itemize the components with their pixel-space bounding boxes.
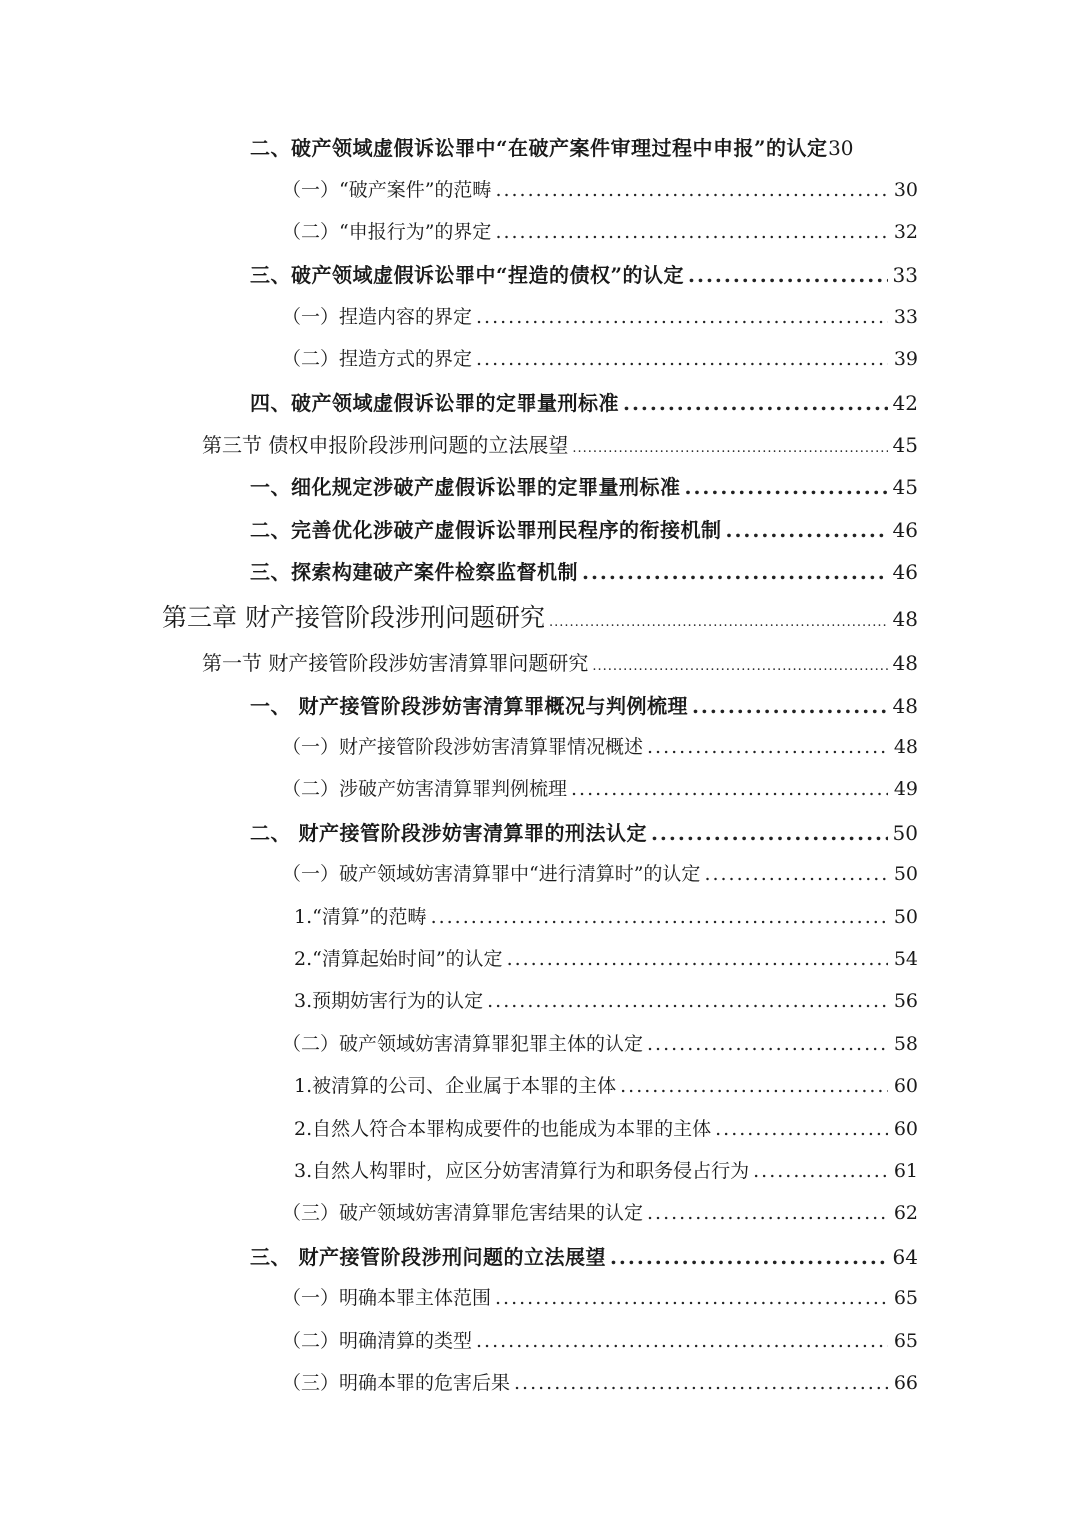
- toc-entry[interactable]: [282, 1283, 918, 1310]
- toc-entry[interactable]: [250, 556, 918, 585]
- toc-dot-leader: [715, 1118, 888, 1140]
- toc-entry[interactable]: [250, 817, 918, 846]
- toc-dot-leader: [571, 778, 888, 800]
- toc-entry-page: 46: [892, 518, 918, 542]
- toc-entry-page: 65: [893, 1330, 918, 1352]
- toc-entry[interactable]: [294, 986, 918, 1013]
- toc-dot-leader: [620, 1075, 888, 1097]
- toc-entry[interactable]: [250, 690, 918, 719]
- toc-entry-page: 56: [893, 990, 918, 1012]
- toc-entry-label: （一）破产领域妨害清算罪中“进行清算时”的认定: [282, 863, 701, 885]
- toc-dot-leader: [592, 659, 888, 674]
- toc-dot-leader: [704, 863, 888, 885]
- toc-entry-page: 46: [892, 560, 918, 584]
- toc-entry[interactable]: [282, 302, 918, 329]
- toc-entry[interactable]: [282, 344, 918, 371]
- toc-entry-label: 二、 财产接管阶段涉妨害清算罪的刑法认定: [250, 821, 647, 845]
- toc-entry[interactable]: [202, 429, 918, 458]
- toc-entry-label: 第一节 财产接管阶段涉妨害清算罪问题研究: [202, 651, 589, 675]
- toc-entry-page: 32: [893, 221, 918, 243]
- toc-dot-leader: [495, 221, 888, 243]
- toc-dot-leader: [582, 560, 888, 584]
- toc-entry-label: 2.“清算起始时间”的认定: [294, 948, 503, 970]
- toc-entry-page: 50: [893, 863, 918, 885]
- toc-entry-page: 60: [893, 1118, 918, 1140]
- toc-entry-page: 58: [893, 1033, 918, 1055]
- toc-entry-page: 62: [893, 1202, 918, 1224]
- toc-entry-label: （一）捏造内容的界定: [282, 306, 473, 328]
- toc-entry-label: （二）破产领域妨害清算罪犯罪主体的认定: [282, 1033, 644, 1055]
- toc-dot-leader: [514, 1372, 888, 1394]
- toc-entry[interactable]: [282, 859, 918, 886]
- toc-entry-page: 49: [893, 778, 918, 800]
- toc-entry[interactable]: [282, 774, 918, 801]
- toc-entry-page: 48: [892, 607, 918, 631]
- toc-entry-label: （二）捏造方式的界定: [282, 348, 473, 370]
- toc-entry[interactable]: [282, 732, 918, 759]
- toc-entry-page: 30: [893, 179, 918, 201]
- toc-dot-leader: [692, 694, 888, 718]
- toc-entry[interactable]: [294, 1071, 918, 1098]
- toc-entry[interactable]: [250, 514, 918, 543]
- toc-entry-label: 四、破产领域虚假诉讼罪的定罪量刑标准: [250, 391, 619, 415]
- toc-entry-label: （二）“申报行为”的界定: [282, 221, 492, 243]
- toc-entry[interactable]: [294, 1156, 918, 1183]
- toc-entry[interactable]: [162, 598, 918, 634]
- toc-entry-page: 65: [893, 1287, 918, 1309]
- toc-entry-label: 1.“清算”的范畴: [294, 906, 427, 928]
- toc-dot-leader: [476, 348, 888, 370]
- toc-entry-page: 54: [893, 948, 918, 970]
- toc-entry[interactable]: [282, 175, 918, 202]
- toc-dot-leader: [507, 948, 888, 970]
- toc-dot-leader: [647, 1033, 888, 1055]
- toc-entry[interactable]: [250, 259, 918, 288]
- toc-entry-page: 42: [892, 391, 918, 415]
- toc-entry[interactable]: [282, 1029, 918, 1056]
- toc-dot-leader: [726, 518, 889, 542]
- toc-dot-leader: [572, 441, 888, 456]
- toc-entry-page: 48: [892, 694, 918, 718]
- toc-entry-page: 64: [892, 1245, 918, 1269]
- toc-entry-label: 第三节 债权申报阶段涉刑问题的立法展望: [202, 433, 569, 457]
- toc-entry[interactable]: [294, 1114, 918, 1141]
- toc-dot-leader: [495, 179, 888, 201]
- toc-dot-leader: [651, 821, 888, 845]
- toc-dot-leader: [688, 263, 888, 287]
- toc-entry[interactable]: [282, 1368, 918, 1395]
- toc-entry-label: （三）明确本罪的危害后果: [282, 1372, 511, 1394]
- toc-entry-label: （二）涉破产妨害清算罪判例梳理: [282, 778, 568, 800]
- toc-entry[interactable]: [294, 944, 918, 971]
- toc-entry[interactable]: [250, 471, 918, 500]
- toc-entry[interactable]: [282, 1198, 918, 1225]
- toc-entry-page: 50: [892, 821, 918, 845]
- toc-entry-label: 二、破产领域虚假诉讼罪中“在破产案件审理过程中申报”的认定: [250, 136, 828, 160]
- toc-entry[interactable]: [282, 217, 918, 244]
- toc-entry-label: 三、破产领域虚假诉讼罪中“捏造的债权”的认定: [250, 263, 685, 287]
- toc-entry[interactable]: [250, 132, 918, 161]
- toc-entry-label: （一）明确本罪主体范围: [282, 1287, 492, 1309]
- toc-entry-label: 1.被清算的公司、企业属于本罪的主体: [294, 1075, 617, 1097]
- toc-entry-page: 48: [892, 651, 918, 675]
- toc-entry[interactable]: [250, 387, 918, 416]
- toc-entry-page: 48: [893, 736, 918, 758]
- toc-entry-page: 66: [893, 1372, 918, 1394]
- toc-entry-page: 39: [893, 348, 918, 370]
- toc-entry-label: （一）“破产案件”的范畴: [282, 179, 492, 201]
- toc-dot-leader: [549, 615, 888, 630]
- toc-dot-leader: [647, 1202, 888, 1224]
- toc-entry-label: 三、 财产接管阶段涉刑问题的立法展望: [250, 1245, 606, 1269]
- toc-entry-label: 二、完善优化涉破产虚假诉讼罪刑民程序的衔接机制: [250, 518, 722, 542]
- toc-entry-page: 45: [892, 475, 918, 499]
- toc-entry-page: 33: [892, 263, 918, 287]
- toc-entry-label: 一、细化规定涉破产虚假诉讼罪的定罪量刑标准: [250, 475, 681, 499]
- toc-dot-leader: [610, 1245, 888, 1269]
- toc-dot-leader: [685, 475, 889, 499]
- toc-entry-label: （二）明确清算的类型: [282, 1330, 473, 1352]
- toc-entry-page: 61: [893, 1160, 918, 1182]
- toc-entry[interactable]: [282, 1326, 918, 1353]
- toc-entry-label: 2.自然人符合本罪构成要件的也能成为本罪的主体: [294, 1118, 712, 1140]
- toc-entry-page: 45: [892, 433, 918, 457]
- toc-entry-label: （一）财产接管阶段涉妨害清算罪情况概述: [282, 736, 644, 758]
- toc-entry-page: 30: [828, 136, 854, 160]
- toc-entry[interactable]: [202, 647, 918, 676]
- toc-dot-leader: [476, 1330, 888, 1352]
- toc-entry-page: 50: [893, 906, 918, 928]
- toc-dot-leader: [487, 990, 888, 1012]
- toc-entry-label: 一、 财产接管阶段涉妨害清算罪概况与判例梳理: [250, 694, 688, 718]
- toc-entry-label: 3.预期妨害行为的认定: [294, 990, 484, 1012]
- toc-entry-label: 3.自然人构罪时，应区分妨害清算行为和职务侵占行为: [294, 1160, 750, 1182]
- toc-entry-page: 33: [893, 306, 918, 328]
- toc-entry[interactable]: [250, 1241, 918, 1270]
- toc-entry-label: （三）破产领域妨害清算罪危害结果的认定: [282, 1202, 644, 1224]
- toc-dot-leader: [623, 391, 888, 415]
- toc-dot-leader: [495, 1287, 888, 1309]
- toc-dot-leader: [431, 906, 888, 928]
- toc-entry[interactable]: [294, 902, 918, 929]
- toc-dot-leader: [753, 1160, 888, 1182]
- toc-entry-label: 第三章 财产接管阶段涉刑问题研究: [162, 603, 545, 632]
- toc-dot-leader: [647, 736, 888, 758]
- toc-entry-label: 三、探索构建破产案件检察监督机制: [250, 560, 578, 584]
- toc-dot-leader: [476, 306, 888, 328]
- toc-entry-page: 60: [893, 1075, 918, 1097]
